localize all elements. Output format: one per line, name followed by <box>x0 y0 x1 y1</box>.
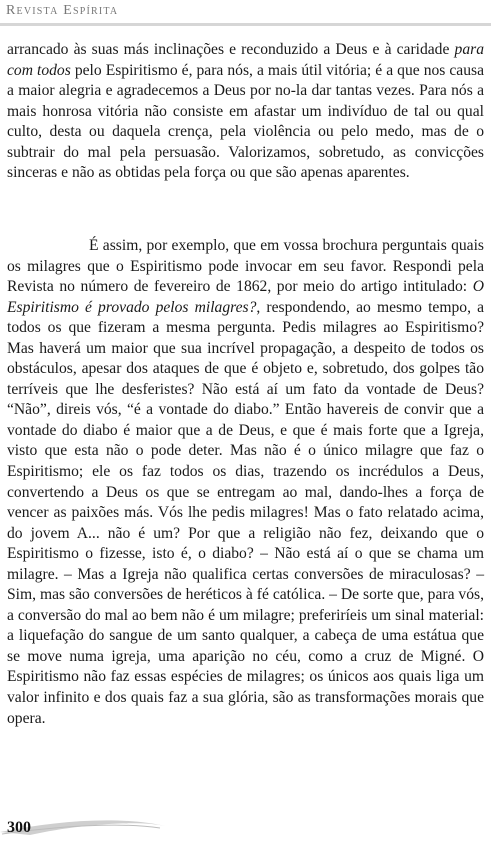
paragraph-2 <box>7 236 484 729</box>
paragraph-2-text-a: É assim, por exemplo, que em vossa brochura perguntais quais os milagres que o Espiritismo pode invocar em seu favor. Respondi pela Revista no número de fevereiro de 1862, por meio do artigo intitulado: <box>7 237 484 296</box>
paragraph-1-text-a: arrancado às suas más inclinações e reconduzido a Deus e à caridade <box>7 41 455 58</box>
page-number: 300 <box>7 819 31 836</box>
paragraph-1-text-b: pelo Espiritismo é, para nós, a mais útil vitória; é a que nos causa a maior alegria e agradecemos a Deus por no-la dar tantas vezes. Para nós a mais honrosa vitória não consiste em afastar um indivíduo de tal ou qual culto, desta ou daquela crença, pela violência ou pelo medo, mas de o subtrair do mal pela persuasão. Valorizamos, sobretudo, as convicções sinceras e não as obtidas pela força ou que são apenas aparentes. <box>7 61 485 182</box>
paragraph-1-italic: para com todos <box>7 41 484 79</box>
running-header: Revista Espírita <box>6 3 119 18</box>
paragraph-2-text-b: , respondendo, ao mesmo tempo, a todos os que fizeram a mesma pergunta. Pedis milagres ao Espiritismo? Mas haverá um maior que sua incrível propagação, a despeito de todos os obstáculos, apesar dos ataques de que é objeto e, sobretudo, dos golpes tão terríveis que lhe desferistes? Não está aí um fato da vontade de Deus? “Não”, direis vós, “é a vontade do diabo.” Então havereis de convir que a vontade do diabo é maior que a de Deus, e que é mais forte que a Igreja, visto que esta não o pode deter. Mas não é o único milagre que faz o Espiritismo; ele os faz todos os dias, trazendo os incrédulos a Deus, convertendo a Deus os que se entregam ao mal, dando-lhes a força de vencer as paixões más. Vós lhe pedis milagres! Mas o fato relatado acima, do jovem A... não é um? Por que a religião não fez, deixando que o Espiritismo o fizesse, isto é, o diabo? – Não está aí o que se chama um milagre. – Mas a Igreja não qualifica certas conversões de miraculosas? – Sim, mas são conversões de heréticos à fé católica. – De sorte que, para vós, a conversão do mal ao bem não é um milagre; preferiríeis um sinal material: a liquefação do sangue de um santo qualquer, a cabeça de uma estátua que se move numa igreja, uma aparição no céu, como a cruz de Migné. O Espiritismo não faz essas espécies de milagres; os únicos aos quais liga um valor infinito e dos quais faz a sua glória, são as transformações morais que opera. <box>7 298 485 727</box>
paragraph-1 <box>7 40 484 184</box>
paragraph-2-italic: O Espiritismo é provado pelos milagres? <box>7 278 484 316</box>
header-rule <box>0 23 491 26</box>
